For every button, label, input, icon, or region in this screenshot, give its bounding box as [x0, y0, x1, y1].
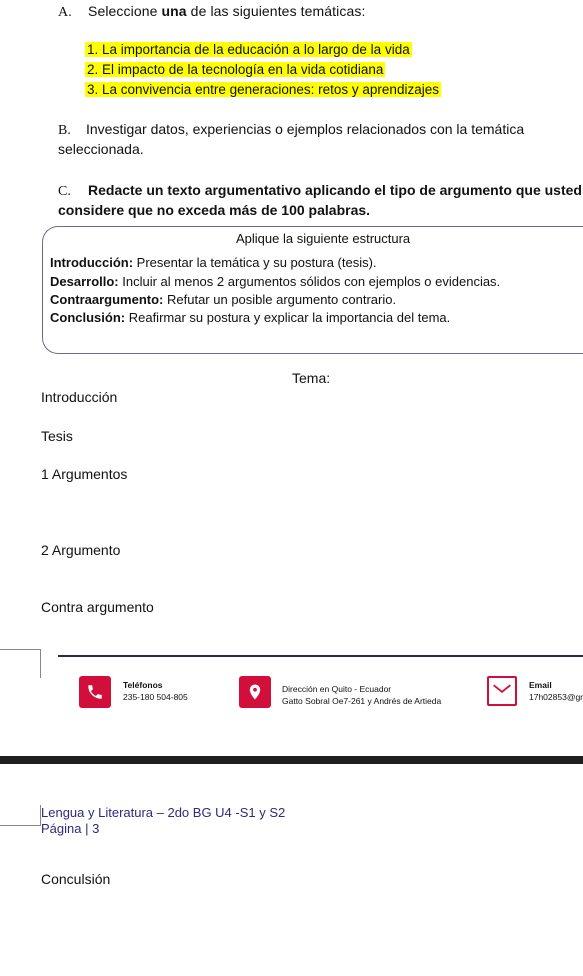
- page-number: 3: [92, 821, 100, 836]
- topic-option-2: [85, 61, 385, 79]
- instruction-a-text-post: de las siguientes temáticas:: [186, 3, 366, 19]
- instruction-c-text-line2: considere que no exceda más de 100 palabras.: [58, 202, 371, 218]
- topic-1-text: 1. La importancia de la educación a lo largo de la vida: [87, 42, 410, 57]
- structure-label: Introducción:: [50, 255, 134, 270]
- page-number-footer: [41, 821, 99, 836]
- address-label: Dirección en Quito - Ecuador: [282, 684, 392, 694]
- phone-icon: [79, 676, 111, 708]
- structure-item-introduccion: [50, 255, 377, 270]
- page-word: Página: [41, 821, 82, 836]
- structure-label: Conclusión:: [50, 310, 126, 325]
- email-label: Email: [529, 680, 552, 690]
- page-corner-mark: [0, 805, 41, 826]
- phone-value: 235-180 504-805: [123, 692, 188, 702]
- instruction-a-text-bold: una: [161, 3, 187, 19]
- instruction-c: [58, 181, 583, 220]
- page-separator: |: [81, 821, 93, 836]
- instruction-a-letter: A.: [58, 5, 72, 20]
- section-introduccion: Introducción: [41, 389, 118, 405]
- structure-text: Incluir al menos 2 argumentos sólidos con ejemplos o evidencias.: [118, 274, 501, 289]
- topic-option-3: [85, 81, 441, 99]
- topic-3-text: 3. La convivencia entre generaciones: retos y aprendizajes: [87, 82, 439, 97]
- structure-text: Refutar un posible argumento contrario.: [163, 292, 397, 307]
- instruction-c-letter: C.: [58, 184, 71, 199]
- section-argumento-2: 2 Argumento: [41, 542, 121, 558]
- instruction-b-text: Investigar datos, experiencias o ejemplos relacionados con la temática seleccionada.: [58, 121, 525, 157]
- location-pin-icon: [239, 676, 271, 708]
- address-value: Gatto Sobral Oe7-261 y Andrés de Artieda: [282, 696, 442, 706]
- section-argumentos: 1 Argumentos: [41, 466, 128, 482]
- phone-label: Teléfonos: [123, 680, 163, 690]
- footer-divider: [58, 655, 583, 657]
- structure-title: Aplique la siguiente estructura: [236, 231, 411, 246]
- instruction-b-letter: B.: [58, 123, 71, 138]
- structure-text: Reafirmar su postura y explicar la importancia del tema.: [125, 310, 451, 325]
- topic-option-1: [85, 41, 412, 59]
- instruction-a-text-pre: Seleccione: [88, 3, 162, 19]
- course-footer: Lengua y Literatura – 2do BG U4 -S1 y S2: [41, 805, 286, 820]
- topic-2-text: 2. El impacto de la tecnología en la vida cotidiana: [87, 62, 384, 77]
- structure-item-conclusion: [50, 310, 450, 325]
- instruction-c-text-line1: Redacte un texto argumentativo aplicando el tipo de argumento que usted: [88, 182, 582, 198]
- section-conclusion: Conculsión: [41, 871, 111, 887]
- structure-item-desarrollo: [50, 274, 500, 289]
- instruction-b: [58, 120, 558, 159]
- section-contra-argumento: Contra argumento: [41, 599, 154, 615]
- tema-heading: Tema:: [292, 370, 331, 386]
- page-break-band: [0, 756, 583, 764]
- structure-label: Contraargumento:: [50, 292, 164, 307]
- page-corner-mark: [0, 649, 41, 678]
- section-tesis: Tesis: [41, 428, 73, 444]
- structure-label: Desarrollo:: [50, 274, 119, 289]
- email-value[interactable]: 17h02853@gr: [529, 692, 583, 702]
- structure-item-contraargumento: [50, 292, 396, 307]
- structure-text: Presentar la temática y su postura (tesis).: [133, 255, 377, 270]
- instruction-a: [58, 3, 365, 21]
- email-icon: [487, 676, 517, 706]
